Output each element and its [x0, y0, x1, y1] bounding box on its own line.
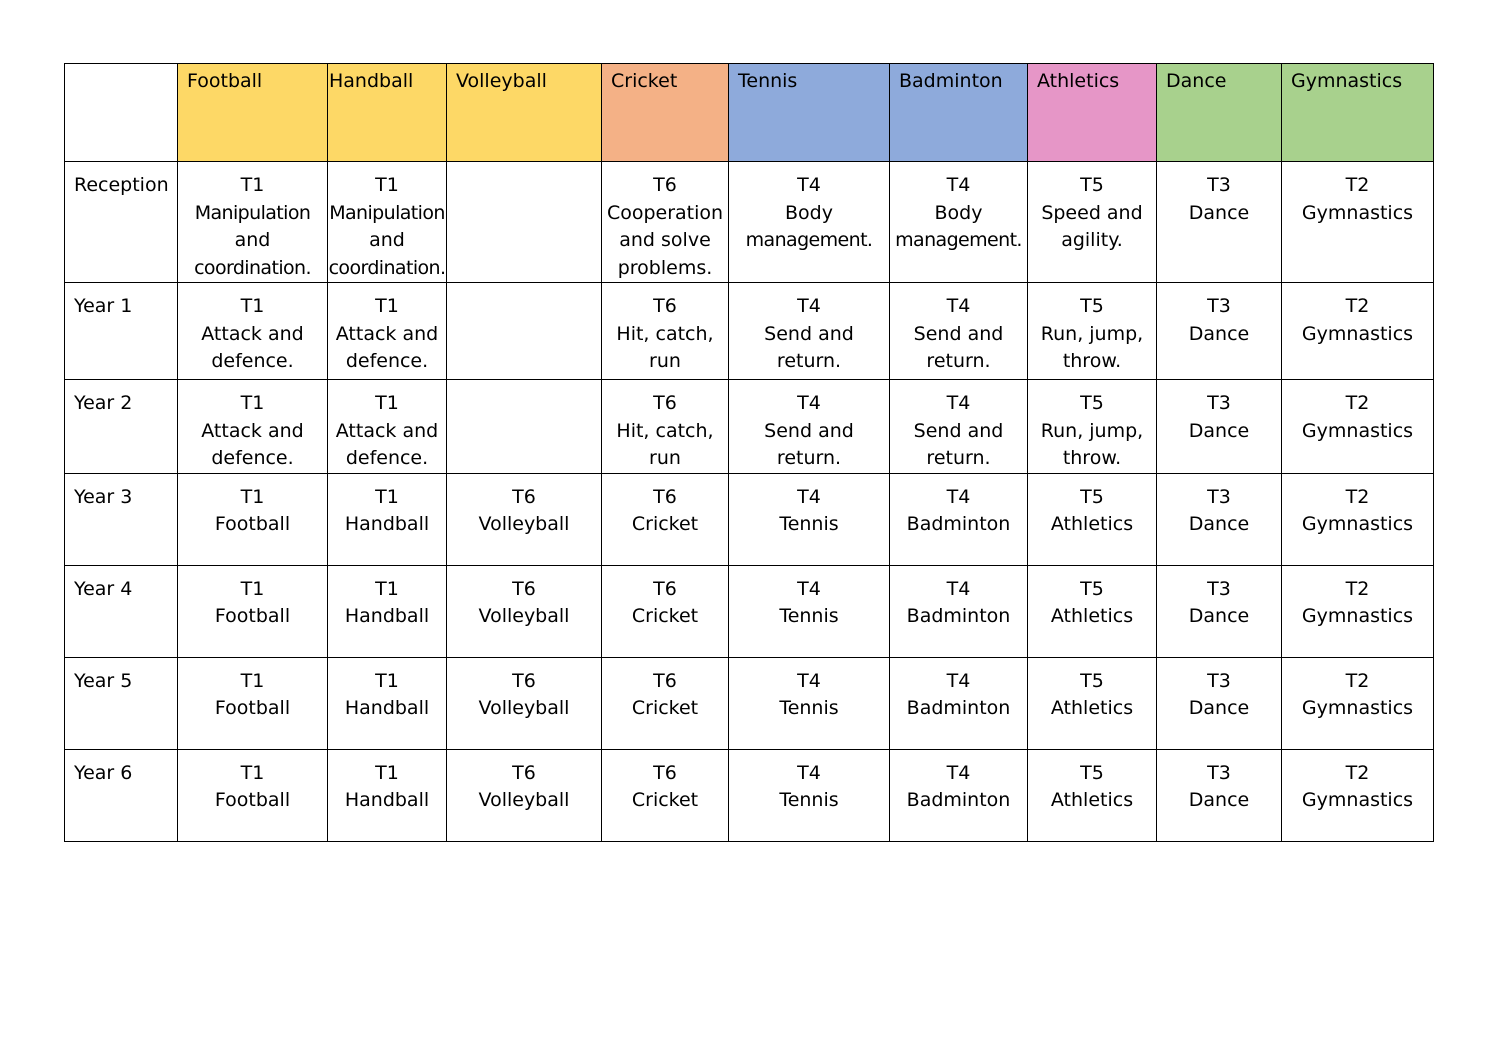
cell-tennis: [729, 473, 890, 565]
cell-line: T5: [1080, 761, 1104, 784]
cell-line: Attack and: [201, 322, 304, 345]
table-row: [65, 380, 1434, 474]
row-label: Year 2: [65, 380, 178, 474]
cell-line: T2: [1345, 295, 1370, 317]
cell-line: T1: [240, 174, 265, 196]
cell-line: Dance: [1188, 419, 1250, 442]
cell-line: T1: [375, 295, 399, 317]
header-tennis: Tennis: [729, 64, 890, 162]
header-row: [65, 64, 1434, 162]
cell-line: T4: [797, 295, 821, 317]
table-body: [65, 162, 1434, 842]
cell-handball: [328, 565, 447, 657]
cell-line: T6: [653, 761, 677, 784]
cell-volleyball: [447, 283, 602, 380]
cell-line: Cricket: [631, 513, 699, 535]
cell-handball: [328, 657, 447, 749]
cell-line: Cricket: [631, 789, 699, 811]
header-handball: Handball: [328, 64, 447, 162]
cell-line: defence.: [211, 447, 294, 469]
cell-line: Tennis: [779, 513, 839, 535]
cell-line: Athletics: [1050, 513, 1134, 535]
cell-line: Gymnastics: [1301, 697, 1414, 719]
cell-line: Athletics: [1050, 605, 1134, 627]
cell-line: run: [649, 350, 681, 372]
cell-athletics: [1028, 657, 1157, 749]
cell-line: Football: [214, 513, 291, 535]
cell-line: T4: [946, 295, 971, 317]
cell-dance: [1157, 473, 1282, 565]
row-label: Year 5: [65, 657, 178, 749]
header-cricket: Cricket: [602, 64, 729, 162]
cell-line: Run, jump,: [1040, 322, 1144, 345]
cell-football: [178, 283, 328, 380]
cell-athletics: [1028, 380, 1157, 474]
cell-gymnastics: [1282, 162, 1434, 283]
cell-line: T6: [653, 392, 677, 414]
cell-line: Dance: [1188, 605, 1250, 627]
cell-line: Football: [214, 789, 291, 811]
cell-gymnastics: [1282, 283, 1434, 380]
cell-line: T4: [946, 761, 971, 784]
cell-line: Attack and: [335, 322, 439, 345]
cell-line: return.: [776, 447, 842, 469]
cell-line: T6: [512, 669, 536, 692]
cell-badminton: [890, 162, 1028, 283]
cell-tennis: [729, 283, 890, 380]
cell-line: Send and: [764, 322, 854, 345]
cell-line: throw.: [1062, 350, 1122, 372]
cell-line: Gymnastics: [1301, 322, 1414, 345]
cell-line: T1: [240, 669, 265, 692]
cell-line: return.: [926, 447, 991, 469]
cell-line: Send and: [913, 322, 1004, 345]
cell-line: Gymnastics: [1301, 201, 1414, 224]
cell-volleyball: [447, 380, 602, 474]
header-dance: Dance: [1157, 64, 1282, 162]
cell-line: T3: [1207, 577, 1231, 600]
row-label: Year 3: [65, 473, 178, 565]
cell-badminton: [890, 473, 1028, 565]
cell-football: [178, 162, 328, 283]
cell-athletics: [1028, 162, 1157, 283]
cell-line: T2: [1345, 669, 1370, 692]
cell-line: Attack and: [335, 419, 439, 442]
cell-line: T3: [1207, 174, 1231, 196]
row-label: Reception: [65, 162, 178, 283]
cell-line: coordination.: [328, 256, 446, 279]
cell-line: T4: [946, 669, 971, 692]
cell-line: Badminton: [906, 789, 1011, 811]
cell-dance: [1157, 380, 1282, 474]
cell-line: Cricket: [631, 605, 699, 627]
cell-line: T4: [797, 174, 821, 196]
cell-volleyball: [447, 162, 602, 283]
cell-athletics: [1028, 749, 1157, 841]
cell-tennis: [729, 162, 890, 283]
cell-line: Handball: [344, 789, 430, 811]
cell-line: Send and: [913, 419, 1004, 442]
table-row: [65, 283, 1434, 380]
cell-tennis: [729, 749, 890, 841]
cell-football: [178, 657, 328, 749]
row-label: Year 6: [65, 749, 178, 841]
cell-line: T3: [1207, 392, 1231, 414]
cell-line: Dance: [1188, 322, 1250, 345]
cell-handball: [328, 749, 447, 841]
cell-volleyball: [447, 473, 602, 565]
cell-athletics: [1028, 565, 1157, 657]
cell-line: Send and: [764, 419, 854, 442]
cell-handball: [328, 380, 447, 474]
table-row: [65, 749, 1434, 841]
cell-cricket: [602, 380, 729, 474]
cell-dance: [1157, 283, 1282, 380]
row-label: Year 1: [65, 283, 178, 380]
cell-line: T5: [1080, 392, 1104, 414]
cell-dance: [1157, 565, 1282, 657]
cell-line: T2: [1345, 761, 1370, 784]
cell-cricket: [602, 657, 729, 749]
cell-line: Tennis: [779, 605, 839, 627]
cell-line: T2: [1345, 392, 1370, 414]
cell-line: Volleyball: [478, 789, 570, 811]
cell-line: Volleyball: [478, 697, 570, 719]
cell-line: T5: [1080, 669, 1104, 692]
cell-line: T4: [946, 577, 971, 600]
cell-line: T2: [1345, 577, 1370, 600]
cell-tennis: [729, 657, 890, 749]
cell-cricket: [602, 749, 729, 841]
header-badminton: Badminton: [890, 64, 1028, 162]
pe-curriculum-table: [64, 63, 1434, 842]
cell-line: return.: [776, 350, 842, 372]
cell-line: Tennis: [779, 789, 839, 811]
cell-line: Dance: [1188, 513, 1250, 535]
header-gymnastics: Gymnastics: [1282, 64, 1434, 162]
cell-line: defence.: [345, 447, 429, 469]
cell-line: T6: [512, 761, 536, 784]
cell-line: Body: [934, 201, 983, 224]
cell-line: T6: [512, 485, 536, 508]
cell-line: and: [234, 229, 271, 251]
cell-line: T4: [797, 392, 821, 414]
cell-line: Dance: [1188, 789, 1250, 811]
table-row: [65, 657, 1434, 749]
cell-line: Gymnastics: [1301, 513, 1414, 535]
cell-cricket: [602, 473, 729, 565]
cell-line: T4: [946, 174, 971, 196]
cell-volleyball: [447, 565, 602, 657]
cell-line: Gymnastics: [1301, 605, 1414, 627]
cell-line: T3: [1207, 485, 1231, 508]
cell-line: T1: [375, 485, 399, 508]
table-row: [65, 473, 1434, 565]
cell-football: [178, 380, 328, 474]
cell-badminton: [890, 749, 1028, 841]
cell-line: T1: [240, 577, 265, 600]
cell-athletics: [1028, 283, 1157, 380]
cell-line: Speed and: [1041, 201, 1143, 224]
cell-line: Athletics: [1050, 789, 1134, 811]
cell-line: return.: [926, 350, 991, 372]
cell-gymnastics: [1282, 380, 1434, 474]
header-football: Football: [178, 64, 328, 162]
cell-cricket: [602, 162, 729, 283]
cell-line: T6: [653, 295, 677, 317]
cell-line: T4: [797, 761, 821, 784]
cell-football: [178, 565, 328, 657]
cell-handball: [328, 162, 447, 283]
cell-handball: [328, 283, 447, 380]
cell-line: Badminton: [906, 513, 1011, 535]
cell-line: T6: [653, 174, 677, 196]
cell-line: T1: [375, 174, 399, 196]
cell-line: Hit, catch,: [616, 322, 714, 345]
cell-gymnastics: [1282, 657, 1434, 749]
cell-line: Attack and: [201, 419, 304, 442]
cell-line: T4: [946, 485, 971, 508]
cell-line: T4: [946, 392, 971, 414]
cell-line: defence.: [211, 350, 294, 372]
cell-line: Manipulation: [194, 201, 311, 224]
cell-line: Body: [785, 201, 833, 224]
cell-line: Dance: [1188, 697, 1250, 719]
cell-line: T1: [375, 761, 399, 784]
cell-line: T2: [1345, 485, 1370, 508]
cell-line: Handball: [344, 697, 430, 719]
cell-athletics: [1028, 473, 1157, 565]
cell-tennis: [729, 565, 890, 657]
cell-line: T5: [1080, 295, 1104, 317]
cell-line: Football: [214, 605, 291, 627]
cell-line: T5: [1080, 174, 1104, 196]
cell-volleyball: [447, 657, 602, 749]
cell-line: Volleyball: [478, 605, 570, 627]
cell-dance: [1157, 749, 1282, 841]
cell-football: [178, 749, 328, 841]
cell-line: T2: [1345, 174, 1370, 196]
cell-gymnastics: [1282, 473, 1434, 565]
cell-badminton: [890, 565, 1028, 657]
cell-line: T4: [797, 485, 821, 508]
cell-line: Run, jump,: [1040, 419, 1144, 442]
cell-line: agility.: [1061, 229, 1123, 251]
cell-line: throw.: [1062, 447, 1122, 469]
cell-gymnastics: [1282, 565, 1434, 657]
cell-gymnastics: [1282, 749, 1434, 841]
cell-line: problems.: [617, 256, 713, 279]
cell-line: Handball: [344, 605, 430, 627]
cell-badminton: [890, 283, 1028, 380]
cell-line: Football: [214, 697, 291, 719]
cell-line: coordination.: [194, 256, 311, 279]
cell-line: Cricket: [631, 697, 699, 719]
cell-line: and solve: [619, 229, 711, 251]
cell-line: and: [369, 229, 405, 251]
cell-line: management.: [745, 229, 873, 251]
cell-line: T1: [240, 295, 265, 317]
cell-dance: [1157, 657, 1282, 749]
header-volleyball: Volleyball: [447, 64, 602, 162]
cell-badminton: [890, 380, 1028, 474]
cell-volleyball: [447, 749, 602, 841]
cell-dance: [1157, 162, 1282, 283]
cell-cricket: [602, 565, 729, 657]
cell-line: T6: [653, 485, 677, 508]
cell-line: Tennis: [779, 697, 839, 719]
cell-line: T1: [375, 577, 399, 600]
cell-line: T5: [1080, 577, 1104, 600]
cell-line: Badminton: [906, 697, 1011, 719]
cell-line: T6: [653, 669, 677, 692]
cell-line: Manipulation: [329, 201, 445, 224]
table-row: [65, 565, 1434, 657]
cell-line: T6: [653, 577, 677, 600]
cell-line: Volleyball: [478, 513, 570, 535]
cell-football: [178, 473, 328, 565]
row-label: Year 4: [65, 565, 178, 657]
cell-line: Athletics: [1050, 697, 1134, 719]
cell-line: T1: [240, 392, 265, 414]
header-athletics: Athletics: [1028, 64, 1157, 162]
cell-line: T3: [1207, 295, 1231, 317]
cell-line: T3: [1207, 761, 1231, 784]
cell-tennis: [729, 380, 890, 474]
cell-line: Gymnastics: [1301, 419, 1414, 442]
cell-line: T1: [240, 761, 265, 784]
cell-line: Handball: [344, 513, 430, 535]
cell-line: Badminton: [906, 605, 1011, 627]
cell-line: run: [649, 447, 681, 469]
cell-line: T6: [512, 577, 536, 600]
cell-line: T4: [797, 669, 821, 692]
corner-cell: [65, 64, 178, 162]
cell-line: T4: [797, 577, 821, 600]
table-row: [65, 162, 1434, 283]
cell-line: Cooperation: [606, 201, 724, 224]
cell-line: Dance: [1188, 201, 1250, 224]
cell-line: defence.: [345, 350, 429, 372]
cell-line: T3: [1207, 669, 1231, 692]
cell-badminton: [890, 657, 1028, 749]
cell-handball: [328, 473, 447, 565]
cell-line: Hit, catch,: [616, 419, 714, 442]
cell-line: T1: [375, 392, 399, 414]
cell-line: management.: [895, 229, 1022, 251]
cell-cricket: [602, 283, 729, 380]
cell-line: T1: [240, 485, 265, 508]
cell-line: Gymnastics: [1301, 789, 1414, 811]
cell-line: T5: [1080, 485, 1104, 508]
cell-line: T1: [375, 669, 399, 692]
